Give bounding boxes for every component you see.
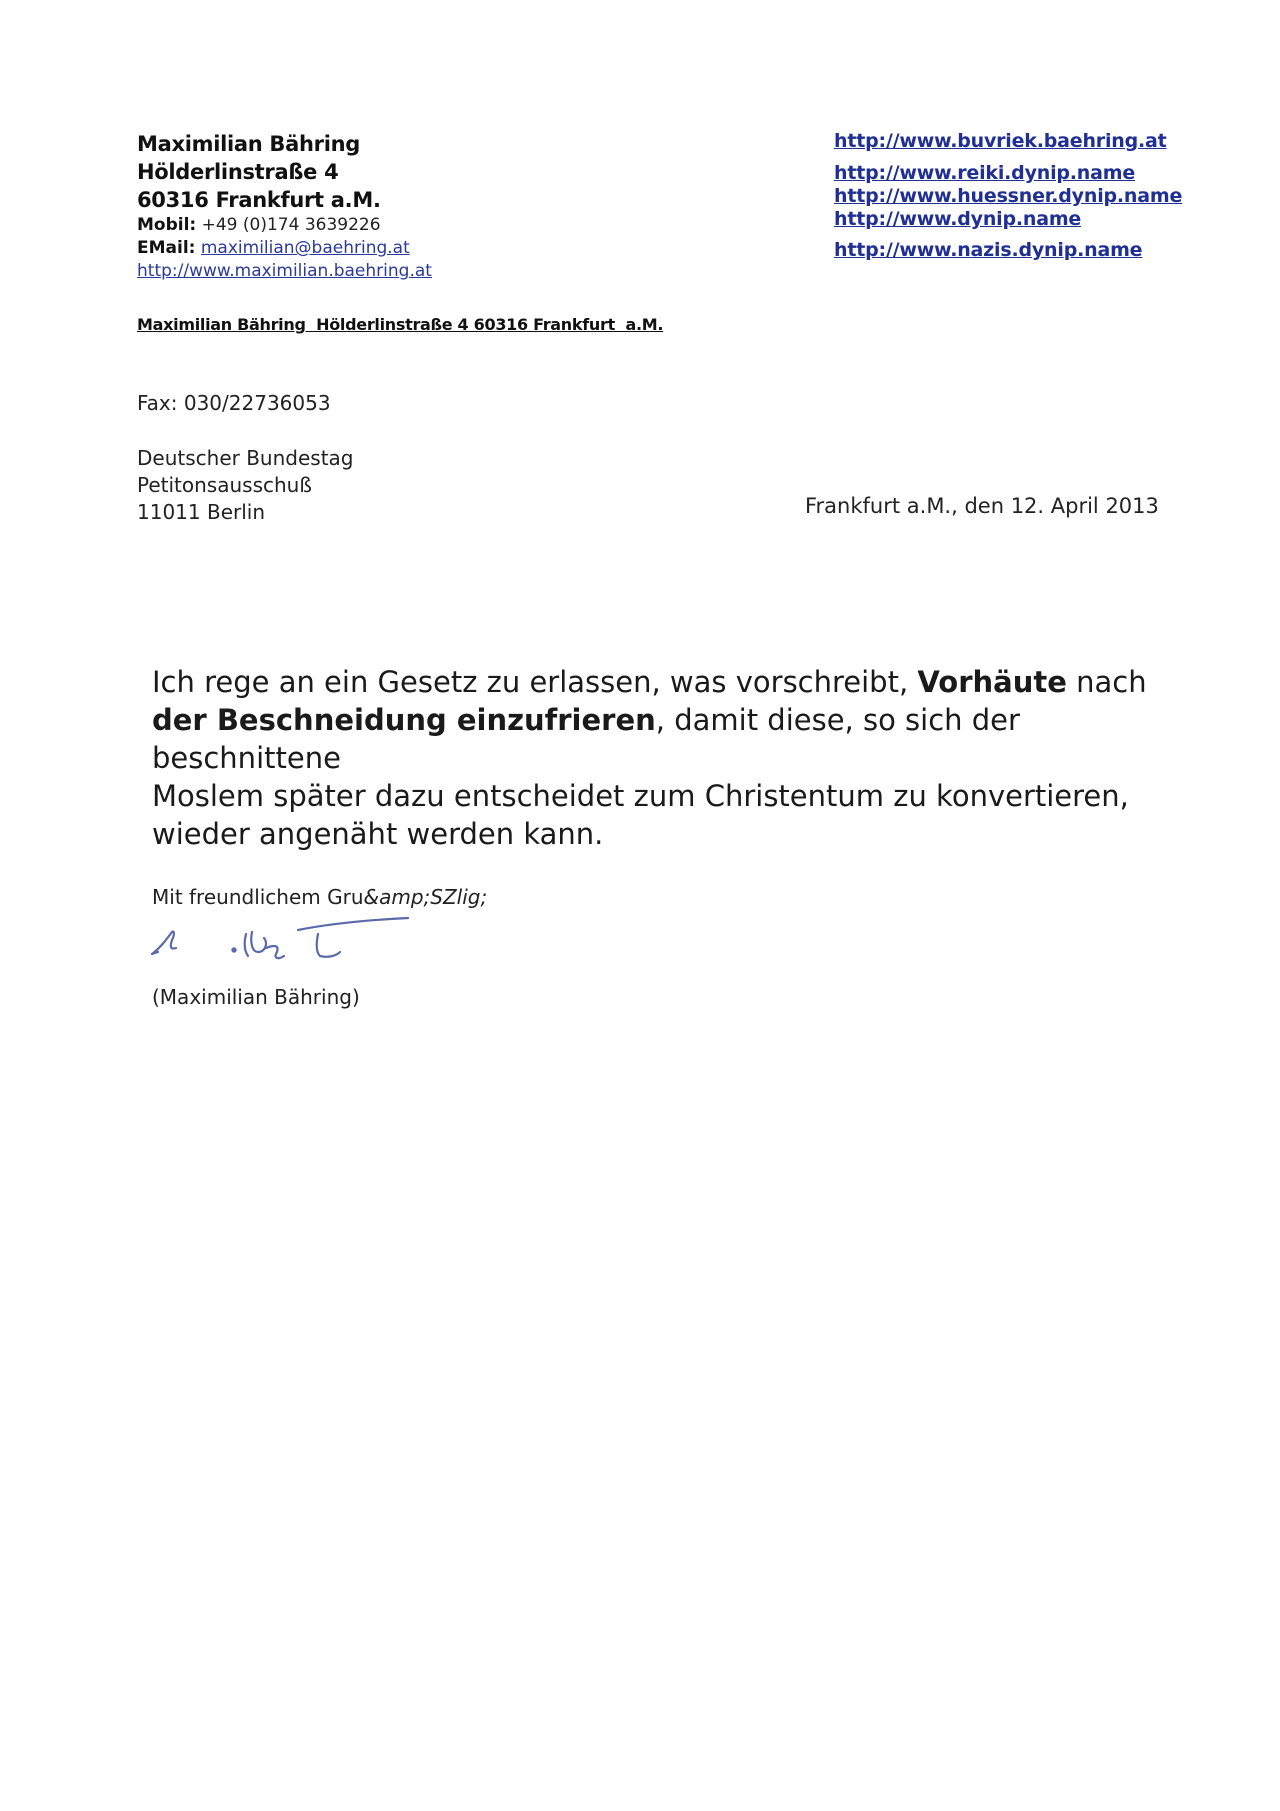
handwritten-signature <box>148 912 468 982</box>
mobile-value: +49 (0)174 3639226 <box>201 215 381 235</box>
sender-mobile <box>137 214 657 237</box>
body-bold-1: Vorhäute <box>917 665 1067 699</box>
body-line-1 <box>152 663 1152 701</box>
body-line-4: wieder angenäht werden kann. <box>152 817 604 851</box>
recipient-line-2: Petitonsausschuß <box>137 473 312 497</box>
link-list <box>834 130 1254 262</box>
email-link[interactable]: maximilian@baehring.at <box>200 238 410 258</box>
sender-name: Maximilian Bähring <box>137 132 360 156</box>
mobile-label: Mobil: <box>137 215 197 235</box>
link-dynip[interactable]: http://www.dynip.name <box>834 208 1082 230</box>
date-line: Frankfurt a.M., den 12. April 2013 <box>805 494 1159 518</box>
body-text-1: Ich rege an ein Gesetz zu erlassen, was vorschreibt, <box>152 665 918 699</box>
sender-email <box>137 237 657 260</box>
link-reiki[interactable]: http://www.reiki.dynip.name <box>834 162 1136 184</box>
sender-city: 60316 Frankfurt a.M. <box>137 188 381 212</box>
sender-block <box>137 130 657 283</box>
body-paragraph <box>152 663 1152 853</box>
closing-plain: Mit freundlichem Gru <box>152 885 364 909</box>
sender-website <box>137 260 657 283</box>
recipient-line-3: 11011 Berlin <box>137 500 266 524</box>
recipient-line-1: Deutscher Bundestag <box>137 446 354 470</box>
closing-italic: &amp;SZlig; <box>363 885 488 909</box>
body-line-2 <box>152 701 1152 777</box>
body-text-3: , damit diese, so sich der beschnittene <box>152 703 1020 775</box>
return-address: Maximilian Bähring Hölderlinstraße 4 60316 Frankfurt a.M. <box>137 315 664 334</box>
body-bold-2: der Beschneidung einzufrieren <box>152 703 656 737</box>
link-nazis[interactable]: http://www.nazis.dynip.name <box>834 239 1143 261</box>
sender-street: Hölderlinstraße 4 <box>137 160 339 184</box>
signature-name: (Maximilian Bähring) <box>152 985 360 1009</box>
email-label: EMail: <box>137 238 196 258</box>
website-link[interactable]: http://www.maximilian.baehring.at <box>137 261 432 281</box>
link-buvriek[interactable]: http://www.buvriek.baehring.at <box>834 130 1167 152</box>
closing-line <box>152 885 487 909</box>
recipient-block <box>137 445 353 526</box>
link-huessner[interactable]: http://www.huessner.dynip.name <box>834 185 1183 207</box>
body-line-3: Moslem später dazu entscheidet zum Christentum zu konvertieren, <box>152 779 1129 813</box>
fax-number: Fax: 030/22736053 <box>137 391 331 415</box>
body-text-2: nach <box>1066 665 1147 699</box>
